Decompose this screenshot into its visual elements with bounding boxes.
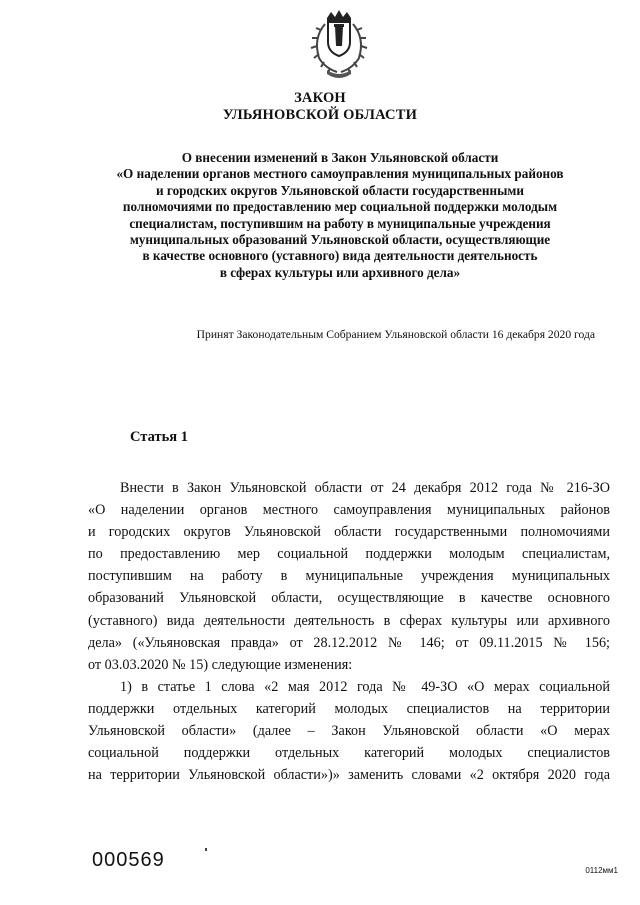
body-line: от 03.03.2020 № 15) следующие изменения: bbox=[88, 656, 353, 673]
subject-line: специалистам, поступившим на работу в муниципальные учреждения bbox=[129, 215, 551, 231]
body-line: дела» («Ульяновская правда» от 28.12.2012 № 146; от 09.11.2015 № 156; bbox=[88, 634, 610, 651]
body-line: поступившим на работу в муниципальные учреждения муниципальных bbox=[88, 568, 610, 585]
subject-line: О внесении изменений в Закон Ульяновской области bbox=[181, 150, 499, 165]
subject-line: в качестве основного (уставного) вида деятельности деятельность bbox=[142, 248, 538, 264]
law-subject bbox=[60, 150, 620, 281]
body-line: социальной поддержки отдельных категорий молодых специалистов bbox=[88, 745, 610, 762]
body-line: 1) в статье 1 слова «2 мая 2012 года № 49-ЗО «О мерах социальной bbox=[120, 678, 610, 695]
body-line: Внести в Закон Ульяновской области от 24 декабря 2012 года № 216-ЗО bbox=[120, 480, 610, 496]
body-line: (уставного) вида деятельности деятельность в сферах культуры или архивного bbox=[88, 612, 610, 629]
page-stamp: 0112мм1 bbox=[585, 866, 618, 875]
adoption-note: Принят Законодательным Собранием Ульяновской области 16 декабря 2020 года bbox=[196, 328, 595, 341]
body-line: поддержки отдельных категорий молодых специалистов на территории bbox=[88, 700, 610, 717]
body-line: «О наделении органов местного самоуправления муниципальных районов bbox=[88, 502, 610, 519]
document-number: 000569 bbox=[92, 849, 165, 871]
subject-line: муниципальных образований Ульяновской области, осуществляющие bbox=[129, 232, 551, 248]
article-body bbox=[88, 477, 610, 786]
coat-of-arms-icon bbox=[301, 8, 377, 82]
article-heading: Статья 1 bbox=[130, 429, 188, 445]
body-line: и городских округов Ульяновской области государственными полномочиями bbox=[88, 524, 610, 541]
scan-artifact bbox=[205, 848, 207, 851]
subject-line: полномочиями по предоставлению мер социальной поддержки молодым bbox=[122, 199, 558, 215]
subject-line: и городских округов Ульяновской области государственными bbox=[156, 182, 524, 198]
region-heading: УЛЬЯНОВСКОЙ ОБЛАСТИ bbox=[222, 107, 418, 123]
body-line: Ульяновской области» (далее – Закон Ульяновской области «О мерах bbox=[88, 723, 610, 740]
body-line: по предоставлению мер социальной поддержки молодым специалистам, bbox=[88, 546, 610, 563]
body-line: на территории Ульяновской области»)» заменить словами «2 октября 2020 года bbox=[88, 767, 610, 784]
document-type-heading: ЗАКОН bbox=[294, 90, 346, 106]
subject-line: «О наделении органов местного самоуправления муниципальных районов bbox=[116, 166, 564, 182]
body-line: образований Ульяновской области, осуществляющие в качестве основного bbox=[88, 590, 610, 607]
subject-line: в сферах культуры или архивного дела» bbox=[219, 264, 461, 280]
